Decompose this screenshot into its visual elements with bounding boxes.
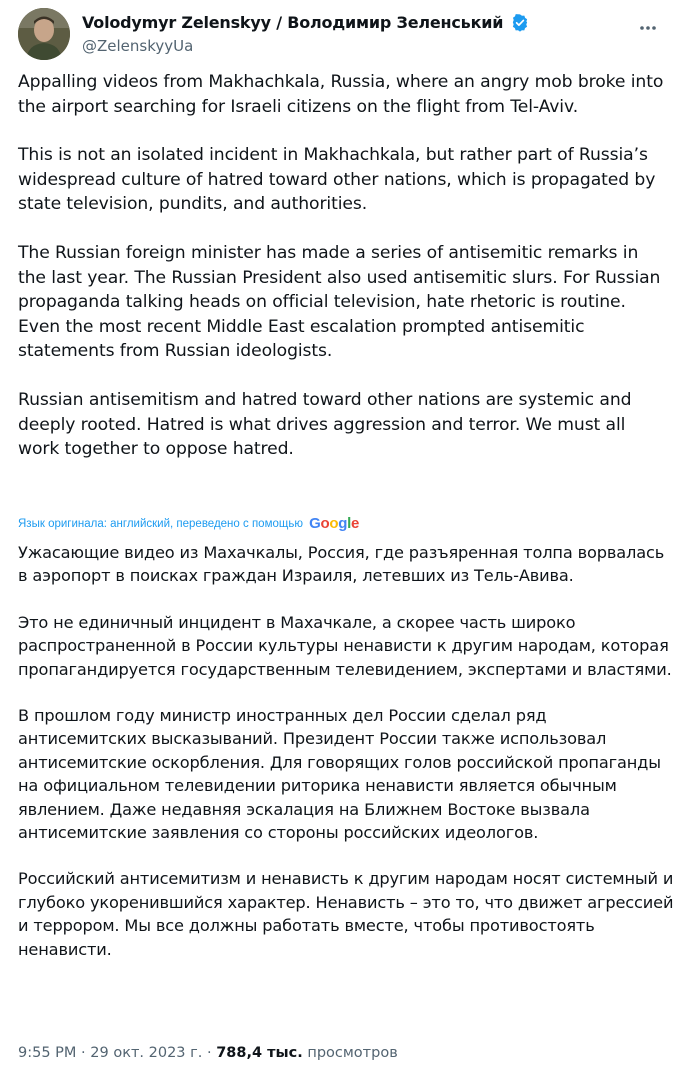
translated-paragraph: Это не единичный инцидент в Махачкале, а скорее часть широко распространенной в России культуры ненависти к другим народам, которая пропагандируется государственным телевидением, экспертами и властями. <box>18 612 672 679</box>
author-display-name[interactable]: Volodymyr Zelenskyy / Володимир Зеленський <box>82 12 504 32</box>
tweet-text-original <box>18 70 668 486</box>
verified-badge-icon <box>511 14 529 32</box>
translation-attribution[interactable] <box>18 514 359 534</box>
meta-separator: · <box>206 1045 212 1061</box>
more-options-icon[interactable] <box>638 18 658 38</box>
tweet-timestamp[interactable] <box>18 1045 202 1061</box>
translation-note: Язык оригинала: английский, переведено с помощью <box>18 518 303 530</box>
translated-paragraph: Ужасающие видео из Махачкалы, Россия, где разъяренная толпа ворвалась в аэропорт в поисках граждан Израиля, летевших из Тель-Авива. <box>18 543 665 586</box>
views-count: 788,4 тыс. <box>216 1045 303 1061</box>
tweet-time: 9:55 PM <box>18 1045 77 1061</box>
author-names <box>82 12 529 57</box>
views-label: просмотров <box>307 1045 398 1061</box>
meta-separator: · <box>81 1045 86 1061</box>
author-avatar[interactable] <box>18 8 70 60</box>
tweet-paragraph: Appalling videos from Makhachkala, Russia, where an angry mob broke into the airport searching for Israeli citizens on the flight from Tel-Aviv. <box>18 72 664 117</box>
tweet-paragraph: The Russian foreign minister has made a series of antisemitic remarks in the last year. The Russian President also used antisemitic slurs. For Russian propaganda talking heads on official television, hate rhetoric is routine. Even the most recent Middle East escalation prompted antisemitic statements from Russian ideologists. <box>18 242 661 362</box>
tweet-text-translated <box>18 541 678 984</box>
tweet-paragraph: This is not an isolated incident in Makhachkala, but rather part of Russia’s widespread culture of hatred toward other nations, which is propagated by state television, pundits, and authorities. <box>18 145 656 215</box>
tweet-paragraph: Russian antisemitism and hatred toward other nations are systemic and deeply rooted. Hatred is what drives aggression and terror. We must all work together to oppose hatred. <box>18 389 632 460</box>
translated-paragraph: В прошлом году министр иностранных дел России сделал ряд антисемитских высказываний. Президент России также использовал антисемитские оскорбления. Для говорящих голов российской пропаганды на официальном телевидении риторика ненависти является обычным явлением. Даже недавняя эскалация на Ближнем Востоке вызвала антисемитские заявления со стороны российских идеологов. <box>18 706 661 843</box>
google-logo: Google <box>309 515 360 532</box>
tweet-date: 29 окт. 2023 г. <box>90 1045 203 1061</box>
tweet-header <box>18 6 666 62</box>
tweet-meta <box>18 1043 398 1063</box>
author-handle[interactable]: @ZelenskyyUa <box>82 36 194 55</box>
translated-paragraph: Российский антисемитизм и ненависть к другим народам носят системный и глубоко укоренившийся характер. Ненависть – это то, что движет агрессией и террором. Мы все должны работать вместе, чтобы противостоять ненависти. <box>18 869 674 959</box>
avatar-image <box>18 8 70 60</box>
